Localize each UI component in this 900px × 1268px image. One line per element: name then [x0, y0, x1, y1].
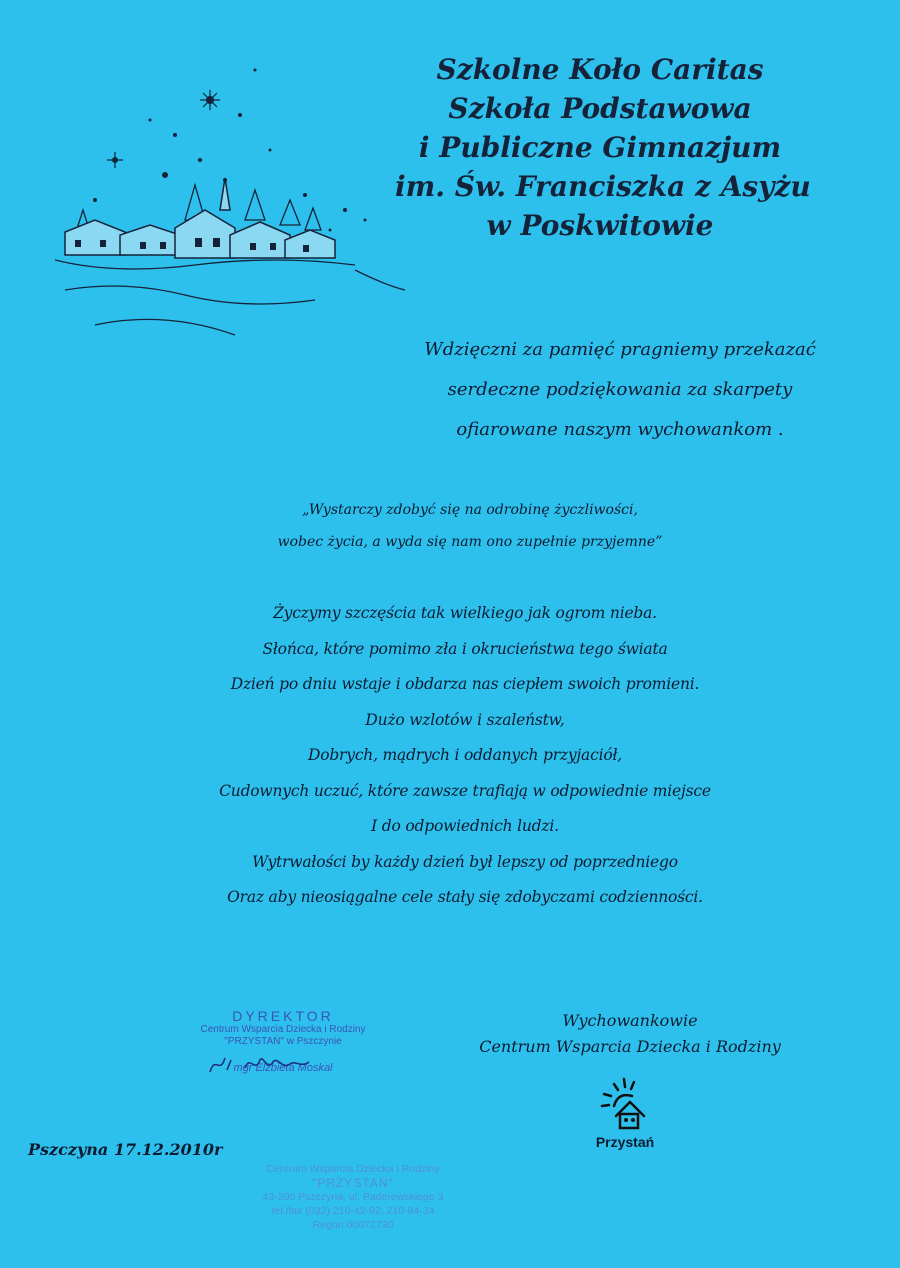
quote-line: wobec życia, a wyda się nam ono zupełnie przyjemne” — [277, 534, 663, 550]
stamp-line: Centrum Wsparcia Dziecka i Rodziny — [266, 1163, 440, 1175]
wish-line: Słońca, które pomimo zła i okrucieństwa tego świata — [262, 639, 668, 658]
stamp-title: DYREKTOR — [232, 1008, 334, 1024]
quote — [200, 494, 740, 558]
wish-line: Dzień po dniu wstaje i obdarza nas ciepłem swoich promieni. — [230, 675, 700, 693]
stamp-name: mgr Elżbieta Moskal — [233, 1062, 333, 1074]
wish-line: Życzymy szczęścia tak wielkiego jak ogrom nieba. — [273, 604, 657, 622]
wishes-poem — [140, 596, 790, 916]
winter-village-illustration — [55, 60, 415, 350]
header-line: Szkoła Podstawowa — [448, 92, 752, 125]
handwritten-signature — [205, 1050, 315, 1078]
header-line: i Publiczne Gimnazjum — [418, 131, 782, 164]
wish-line: Oraz aby nieosiągalne cele stały się zdobyczami codzienności. — [227, 888, 703, 906]
wish-line: Wytrwałości by każdy dzień był lepszy od poprzedniego — [252, 852, 678, 871]
signoff-line: Centrum Wsparcia Dziecka i Rodziny — [479, 1037, 781, 1056]
snowflake-icon — [107, 90, 220, 168]
wish-line: Cudownych uczuć, które zawsze trafiają w odpowiednie miejsce — [219, 781, 711, 800]
header-line: w Poskwitowie — [486, 209, 714, 242]
intro-line: serdeczne podziękowania za skarpety — [447, 379, 793, 400]
school-header — [395, 50, 811, 245]
intro-line: Wdzięczni za pamięć pragniemy przekazać — [424, 339, 816, 360]
address-stamp — [238, 1162, 468, 1232]
stamp-line: tel./fax (032) 210-42-92, 210-84-34 — [271, 1205, 435, 1217]
date: Pszczyna 17.12.2010r — [28, 1140, 223, 1159]
wish-line: I do odpowiednich ludzi. — [371, 817, 559, 835]
stamp-line: "PRZYSTAŃ" w Pszczynie — [224, 1036, 342, 1047]
intro-line: ofiarowane naszym wychowankom . — [456, 419, 784, 440]
stamp-line: Regon 00072730 — [312, 1219, 394, 1231]
thanks-intro — [360, 330, 880, 450]
stamp-line: "PRZYSTAŃ" — [312, 1176, 394, 1190]
signoff-line: Wychowankowie — [562, 1011, 698, 1030]
header-line: Szkolne Koło Caritas — [436, 53, 764, 86]
sun-house-logo-icon — [596, 1076, 656, 1132]
header-line: im. Św. Franciszka z Asyżu — [395, 170, 811, 203]
logo-text: Przystań — [595, 1134, 655, 1150]
stamp-line: 43-200 Pszczyna, ul. Paderewskiego 3 — [262, 1191, 444, 1203]
signoff — [455, 1008, 805, 1060]
wish-line: Dużo wzlotów i szaleństw, — [365, 710, 565, 729]
quote-line: „Wystarczy zdobyć się na odrobinę życzliwości, — [302, 502, 638, 518]
wish-line: Dobrych, mądrych i oddanych przyjaciół, — [307, 746, 623, 764]
stamp-line: Centrum Wsparcia Dziecka i Rodziny — [200, 1024, 366, 1035]
snow-ground-icon — [55, 260, 405, 335]
